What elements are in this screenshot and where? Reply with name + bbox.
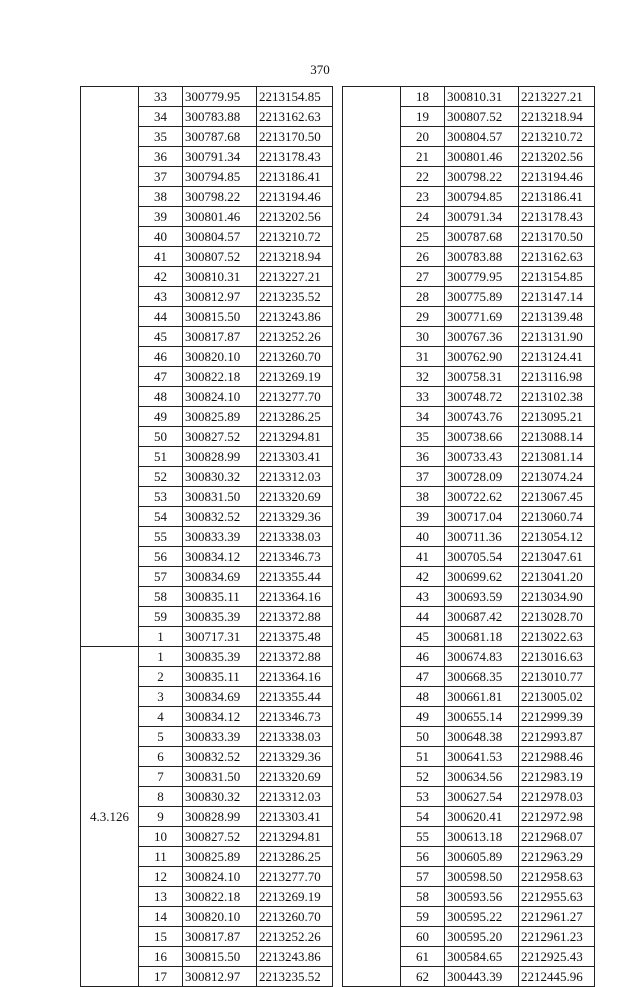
y-coordinate-cell: 2213116.98 [519,367,595,387]
y-coordinate-cell: 2213372.88 [257,607,333,627]
x-coordinate-cell: 300641.53 [445,747,519,767]
y-coordinate-cell: 2212961.23 [519,927,595,947]
y-coordinate-cell: 2212958.63 [519,867,595,887]
x-coordinate-cell: 300831.50 [183,767,257,787]
y-coordinate-cell: 2213186.41 [519,187,595,207]
y-coordinate-cell: 2213355.44 [257,567,333,587]
y-coordinate-cell: 2213252.26 [257,327,333,347]
point-number-cell: 46 [401,647,445,667]
y-coordinate-cell: 2212968.07 [519,827,595,847]
point-number-cell: 41 [139,247,183,267]
point-number-cell: 33 [401,387,445,407]
x-coordinate-cell: 300728.09 [445,467,519,487]
y-coordinate-cell: 2213235.52 [257,287,333,307]
y-coordinate-cell: 2213364.16 [257,587,333,607]
section-cell-blank [81,87,139,647]
point-number-cell: 46 [139,347,183,367]
y-coordinate-cell: 2213154.85 [519,267,595,287]
x-coordinate-cell: 300833.39 [183,527,257,547]
y-coordinate-cell: 2212988.46 [519,747,595,767]
y-coordinate-cell: 2213329.36 [257,507,333,527]
y-coordinate-cell: 2212961.27 [519,907,595,927]
y-coordinate-cell: 2213186.41 [257,167,333,187]
x-coordinate-cell: 300595.22 [445,907,519,927]
x-coordinate-cell: 300620.41 [445,807,519,827]
x-coordinate-cell: 300834.12 [183,547,257,567]
point-number-cell: 39 [401,507,445,527]
point-number-cell: 12 [139,867,183,887]
point-number-cell: 2 [139,667,183,687]
x-coordinate-cell: 300822.18 [183,887,257,907]
point-number-cell: 45 [401,627,445,647]
point-number-cell: 53 [401,787,445,807]
x-coordinate-cell: 300801.46 [183,207,257,227]
x-coordinate-cell: 300825.89 [183,847,257,867]
point-number-cell: 14 [139,907,183,927]
y-coordinate-cell: 2213005.02 [519,687,595,707]
x-coordinate-cell: 300830.32 [183,467,257,487]
x-coordinate-cell: 300815.50 [183,947,257,967]
y-coordinate-cell: 2213022.63 [519,627,595,647]
point-number-cell: 56 [139,547,183,567]
x-coordinate-cell: 300598.50 [445,867,519,887]
x-coordinate-cell: 300634.56 [445,767,519,787]
point-number-cell: 30 [401,327,445,347]
point-number-cell: 56 [401,847,445,867]
y-coordinate-cell: 2213162.63 [519,247,595,267]
y-coordinate-cell: 2213131.90 [519,327,595,347]
point-number-cell: 51 [139,447,183,467]
table-row [81,647,333,667]
point-number-cell: 40 [401,527,445,547]
x-coordinate-cell: 300817.87 [183,927,257,947]
y-coordinate-cell: 2213041.20 [519,567,595,587]
point-number-cell: 59 [139,607,183,627]
x-coordinate-cell: 300791.34 [183,147,257,167]
y-coordinate-cell: 2213074.24 [519,467,595,487]
point-number-cell: 37 [139,167,183,187]
y-coordinate-cell: 2213312.03 [257,467,333,487]
point-number-cell: 36 [401,447,445,467]
x-coordinate-cell: 300815.50 [183,307,257,327]
x-coordinate-cell: 300807.52 [445,107,519,127]
y-coordinate-cell: 2212445.96 [519,967,595,987]
x-coordinate-cell: 300832.52 [183,747,257,767]
point-number-cell: 39 [139,207,183,227]
x-coordinate-cell: 300783.88 [445,247,519,267]
y-coordinate-cell: 2212993.87 [519,727,595,747]
y-coordinate-cell: 2213252.26 [257,927,333,947]
x-coordinate-cell: 300733.43 [445,447,519,467]
y-coordinate-cell: 2213320.69 [257,487,333,507]
point-number-cell: 9 [139,807,183,827]
y-coordinate-cell: 2213170.50 [257,127,333,147]
point-number-cell: 38 [401,487,445,507]
x-coordinate-cell: 300443.39 [445,967,519,987]
y-coordinate-cell: 2213210.72 [257,227,333,247]
y-coordinate-cell: 2213194.46 [519,167,595,187]
y-coordinate-cell: 2212955.63 [519,887,595,907]
y-coordinate-cell: 2213102.38 [519,387,595,407]
point-number-cell: 10 [139,827,183,847]
x-coordinate-cell: 300787.68 [183,127,257,147]
point-number-cell: 22 [401,167,445,187]
x-coordinate-cell: 300738.66 [445,427,519,447]
point-number-cell: 52 [401,767,445,787]
x-coordinate-cell: 300705.54 [445,547,519,567]
point-number-cell: 50 [401,727,445,747]
x-coordinate-cell: 300824.10 [183,387,257,407]
x-coordinate-cell: 300828.99 [183,807,257,827]
y-coordinate-cell: 2212983.19 [519,767,595,787]
point-number-cell: 33 [139,87,183,107]
y-coordinate-cell: 2213375.48 [257,627,333,647]
x-coordinate-cell: 300711.36 [445,527,519,547]
y-coordinate-cell: 2213286.25 [257,847,333,867]
y-coordinate-cell: 2213260.70 [257,907,333,927]
point-number-cell: 49 [139,407,183,427]
point-number-cell: 34 [401,407,445,427]
table-row [81,87,333,107]
page-number: 370 [310,62,330,77]
x-coordinate-cell: 300834.69 [183,567,257,587]
x-coordinate-cell: 300743.76 [445,407,519,427]
point-number-cell: 41 [401,547,445,567]
x-coordinate-cell: 300820.10 [183,907,257,927]
point-number-cell: 51 [401,747,445,767]
x-coordinate-cell: 300828.99 [183,447,257,467]
point-number-cell: 54 [139,507,183,527]
x-coordinate-cell: 300824.10 [183,867,257,887]
section-label: 4.3.126 [81,647,139,987]
y-coordinate-cell: 2213269.19 [257,887,333,907]
point-number-cell: 32 [401,367,445,387]
y-coordinate-cell: 2213034.90 [519,587,595,607]
y-coordinate-cell: 2213372.88 [257,647,333,667]
y-coordinate-cell: 2212925.43 [519,947,595,967]
point-number-cell: 7 [139,767,183,787]
x-coordinate-cell: 300831.50 [183,487,257,507]
y-coordinate-cell: 2213227.21 [257,267,333,287]
x-coordinate-cell: 300748.72 [445,387,519,407]
x-coordinate-cell: 300834.12 [183,707,257,727]
point-number-cell: 15 [139,927,183,947]
point-number-cell: 1 [139,647,183,667]
point-number-cell: 20 [401,127,445,147]
y-coordinate-cell: 2213154.85 [257,87,333,107]
point-number-cell: 6 [139,747,183,767]
x-coordinate-cell: 300835.39 [183,647,257,667]
point-number-cell: 44 [401,607,445,627]
point-number-cell: 60 [401,927,445,947]
x-coordinate-cell: 300674.83 [445,647,519,667]
point-number-cell: 61 [401,947,445,967]
point-number-cell: 4 [139,707,183,727]
x-coordinate-cell: 300722.62 [445,487,519,507]
point-number-cell: 34 [139,107,183,127]
y-coordinate-cell: 2213243.86 [257,307,333,327]
x-coordinate-cell: 300787.68 [445,227,519,247]
point-number-cell: 58 [401,887,445,907]
point-number-cell: 1 [139,627,183,647]
y-coordinate-cell: 2213260.70 [257,347,333,367]
y-coordinate-cell: 2213178.43 [519,207,595,227]
x-coordinate-cell: 300798.22 [445,167,519,187]
y-coordinate-cell: 2213294.81 [257,427,333,447]
x-coordinate-cell: 300717.31 [183,627,257,647]
x-coordinate-cell: 300791.34 [445,207,519,227]
point-number-cell: 57 [139,567,183,587]
point-number-cell: 29 [401,307,445,327]
point-number-cell: 35 [401,427,445,447]
point-number-cell: 11 [139,847,183,867]
point-number-cell: 26 [401,247,445,267]
y-coordinate-cell: 2213124.41 [519,347,595,367]
x-coordinate-cell: 300825.89 [183,407,257,427]
y-coordinate-cell: 2213346.73 [257,547,333,567]
y-coordinate-cell: 2213218.94 [257,247,333,267]
y-coordinate-cell: 2213303.41 [257,807,333,827]
point-number-cell: 43 [401,587,445,607]
point-number-cell: 5 [139,727,183,747]
y-coordinate-cell: 2213088.14 [519,427,595,447]
x-coordinate-cell: 300835.11 [183,587,257,607]
x-coordinate-cell: 300767.36 [445,327,519,347]
y-coordinate-cell: 2213210.72 [519,127,595,147]
x-coordinate-cell: 300807.52 [183,247,257,267]
y-coordinate-cell: 2213162.63 [257,107,333,127]
x-coordinate-cell: 300687.42 [445,607,519,627]
point-number-cell: 19 [401,107,445,127]
point-number-cell: 31 [401,347,445,367]
point-number-cell: 48 [401,687,445,707]
y-coordinate-cell: 2213095.21 [519,407,595,427]
point-number-cell: 23 [401,187,445,207]
x-coordinate-cell: 300655.14 [445,707,519,727]
x-coordinate-cell: 300779.95 [183,87,257,107]
x-coordinate-cell: 300810.31 [183,267,257,287]
y-coordinate-cell: 2212963.29 [519,847,595,867]
point-number-cell: 54 [401,807,445,827]
x-coordinate-cell: 300762.90 [445,347,519,367]
point-number-cell: 50 [139,427,183,447]
point-number-cell: 55 [401,827,445,847]
x-coordinate-cell: 300627.54 [445,787,519,807]
point-number-cell: 24 [401,207,445,227]
point-number-cell: 40 [139,227,183,247]
point-number-cell: 25 [401,227,445,247]
x-coordinate-cell: 300661.81 [445,687,519,707]
x-coordinate-cell: 300693.59 [445,587,519,607]
x-coordinate-cell: 300593.56 [445,887,519,907]
x-coordinate-cell: 300584.65 [445,947,519,967]
y-coordinate-cell: 2213202.56 [257,207,333,227]
section-cell-blank [343,87,401,987]
y-coordinate-cell: 2213081.14 [519,447,595,467]
x-coordinate-cell: 300820.10 [183,347,257,367]
x-coordinate-cell: 300794.85 [445,187,519,207]
x-coordinate-cell: 300613.18 [445,827,519,847]
y-coordinate-cell: 2213178.43 [257,147,333,167]
point-number-cell: 52 [139,467,183,487]
x-coordinate-cell: 300827.52 [183,827,257,847]
point-number-cell: 49 [401,707,445,727]
point-number-cell: 62 [401,967,445,987]
y-coordinate-cell: 2213286.25 [257,407,333,427]
x-coordinate-cell: 300605.89 [445,847,519,867]
point-number-cell: 45 [139,327,183,347]
x-coordinate-cell: 300775.89 [445,287,519,307]
x-coordinate-cell: 300827.52 [183,427,257,447]
x-coordinate-cell: 300771.69 [445,307,519,327]
point-number-cell: 55 [139,527,183,547]
x-coordinate-cell: 300798.22 [183,187,257,207]
x-coordinate-cell: 300822.18 [183,367,257,387]
y-coordinate-cell: 2213067.45 [519,487,595,507]
x-coordinate-cell: 300810.31 [445,87,519,107]
point-number-cell: 58 [139,587,183,607]
point-number-cell: 47 [139,367,183,387]
x-coordinate-cell: 300804.57 [445,127,519,147]
y-coordinate-cell: 2212999.39 [519,707,595,727]
y-coordinate-cell: 2213016.63 [519,647,595,667]
y-coordinate-cell: 2213346.73 [257,707,333,727]
x-coordinate-cell: 300595.20 [445,927,519,947]
y-coordinate-cell: 2213277.70 [257,867,333,887]
y-coordinate-cell: 2213227.21 [519,87,595,107]
y-coordinate-cell: 2213338.03 [257,527,333,547]
x-coordinate-cell: 300834.69 [183,687,257,707]
point-number-cell: 42 [139,267,183,287]
y-coordinate-cell: 2213047.61 [519,547,595,567]
y-coordinate-cell: 2213139.48 [519,307,595,327]
point-number-cell: 17 [139,967,183,987]
point-number-cell: 36 [139,147,183,167]
y-coordinate-cell: 2213355.44 [257,687,333,707]
y-coordinate-cell: 2213312.03 [257,787,333,807]
y-coordinate-cell: 2213060.74 [519,507,595,527]
point-number-cell: 8 [139,787,183,807]
point-number-cell: 44 [139,307,183,327]
y-coordinate-cell: 2213320.69 [257,767,333,787]
x-coordinate-cell: 300832.52 [183,507,257,527]
x-coordinate-cell: 300812.97 [183,967,257,987]
x-coordinate-cell: 300830.32 [183,787,257,807]
y-coordinate-cell: 2213269.19 [257,367,333,387]
x-coordinate-cell: 300835.39 [183,607,257,627]
x-coordinate-cell: 300758.31 [445,367,519,387]
y-coordinate-cell: 2213303.41 [257,447,333,467]
y-coordinate-cell: 2213202.56 [519,147,595,167]
point-number-cell: 27 [401,267,445,287]
table-row [343,87,595,107]
x-coordinate-cell: 300717.04 [445,507,519,527]
point-number-cell: 42 [401,567,445,587]
point-number-cell: 37 [401,467,445,487]
y-coordinate-cell: 2213329.36 [257,747,333,767]
point-number-cell: 43 [139,287,183,307]
point-number-cell: 13 [139,887,183,907]
x-coordinate-cell: 300804.57 [183,227,257,247]
x-coordinate-cell: 300783.88 [183,107,257,127]
point-number-cell: 35 [139,127,183,147]
x-coordinate-cell: 300648.38 [445,727,519,747]
point-number-cell: 59 [401,907,445,927]
x-coordinate-cell: 300817.87 [183,327,257,347]
y-coordinate-cell: 2213235.52 [257,967,333,987]
point-number-cell: 38 [139,187,183,207]
x-coordinate-cell: 300681.18 [445,627,519,647]
x-coordinate-cell: 300812.97 [183,287,257,307]
point-number-cell: 48 [139,387,183,407]
y-coordinate-cell: 2212978.03 [519,787,595,807]
point-number-cell: 18 [401,87,445,107]
y-coordinate-cell: 2213194.46 [257,187,333,207]
y-coordinate-cell: 2213010.77 [519,667,595,687]
x-coordinate-cell: 300835.11 [183,667,257,687]
x-coordinate-cell: 300833.39 [183,727,257,747]
x-coordinate-cell: 300794.85 [183,167,257,187]
point-number-cell: 16 [139,947,183,967]
y-coordinate-cell: 2213243.86 [257,947,333,967]
y-coordinate-cell: 2213054.12 [519,527,595,547]
coordinates-table-right [342,86,595,987]
y-coordinate-cell: 2213338.03 [257,727,333,747]
point-number-cell: 57 [401,867,445,887]
y-coordinate-cell: 2213364.16 [257,667,333,687]
point-number-cell: 21 [401,147,445,167]
y-coordinate-cell: 2213277.70 [257,387,333,407]
point-number-cell: 28 [401,287,445,307]
point-number-cell: 47 [401,667,445,687]
y-coordinate-cell: 2213170.50 [519,227,595,247]
x-coordinate-cell: 300668.35 [445,667,519,687]
point-number-cell: 3 [139,687,183,707]
y-coordinate-cell: 2213218.94 [519,107,595,127]
x-coordinate-cell: 300699.62 [445,567,519,587]
coordinates-table-left [80,86,333,987]
point-number-cell: 53 [139,487,183,507]
y-coordinate-cell: 2213147.14 [519,287,595,307]
x-coordinate-cell: 300801.46 [445,147,519,167]
x-coordinate-cell: 300779.95 [445,267,519,287]
y-coordinate-cell: 2212972.98 [519,807,595,827]
y-coordinate-cell: 2213028.70 [519,607,595,627]
y-coordinate-cell: 2213294.81 [257,827,333,847]
